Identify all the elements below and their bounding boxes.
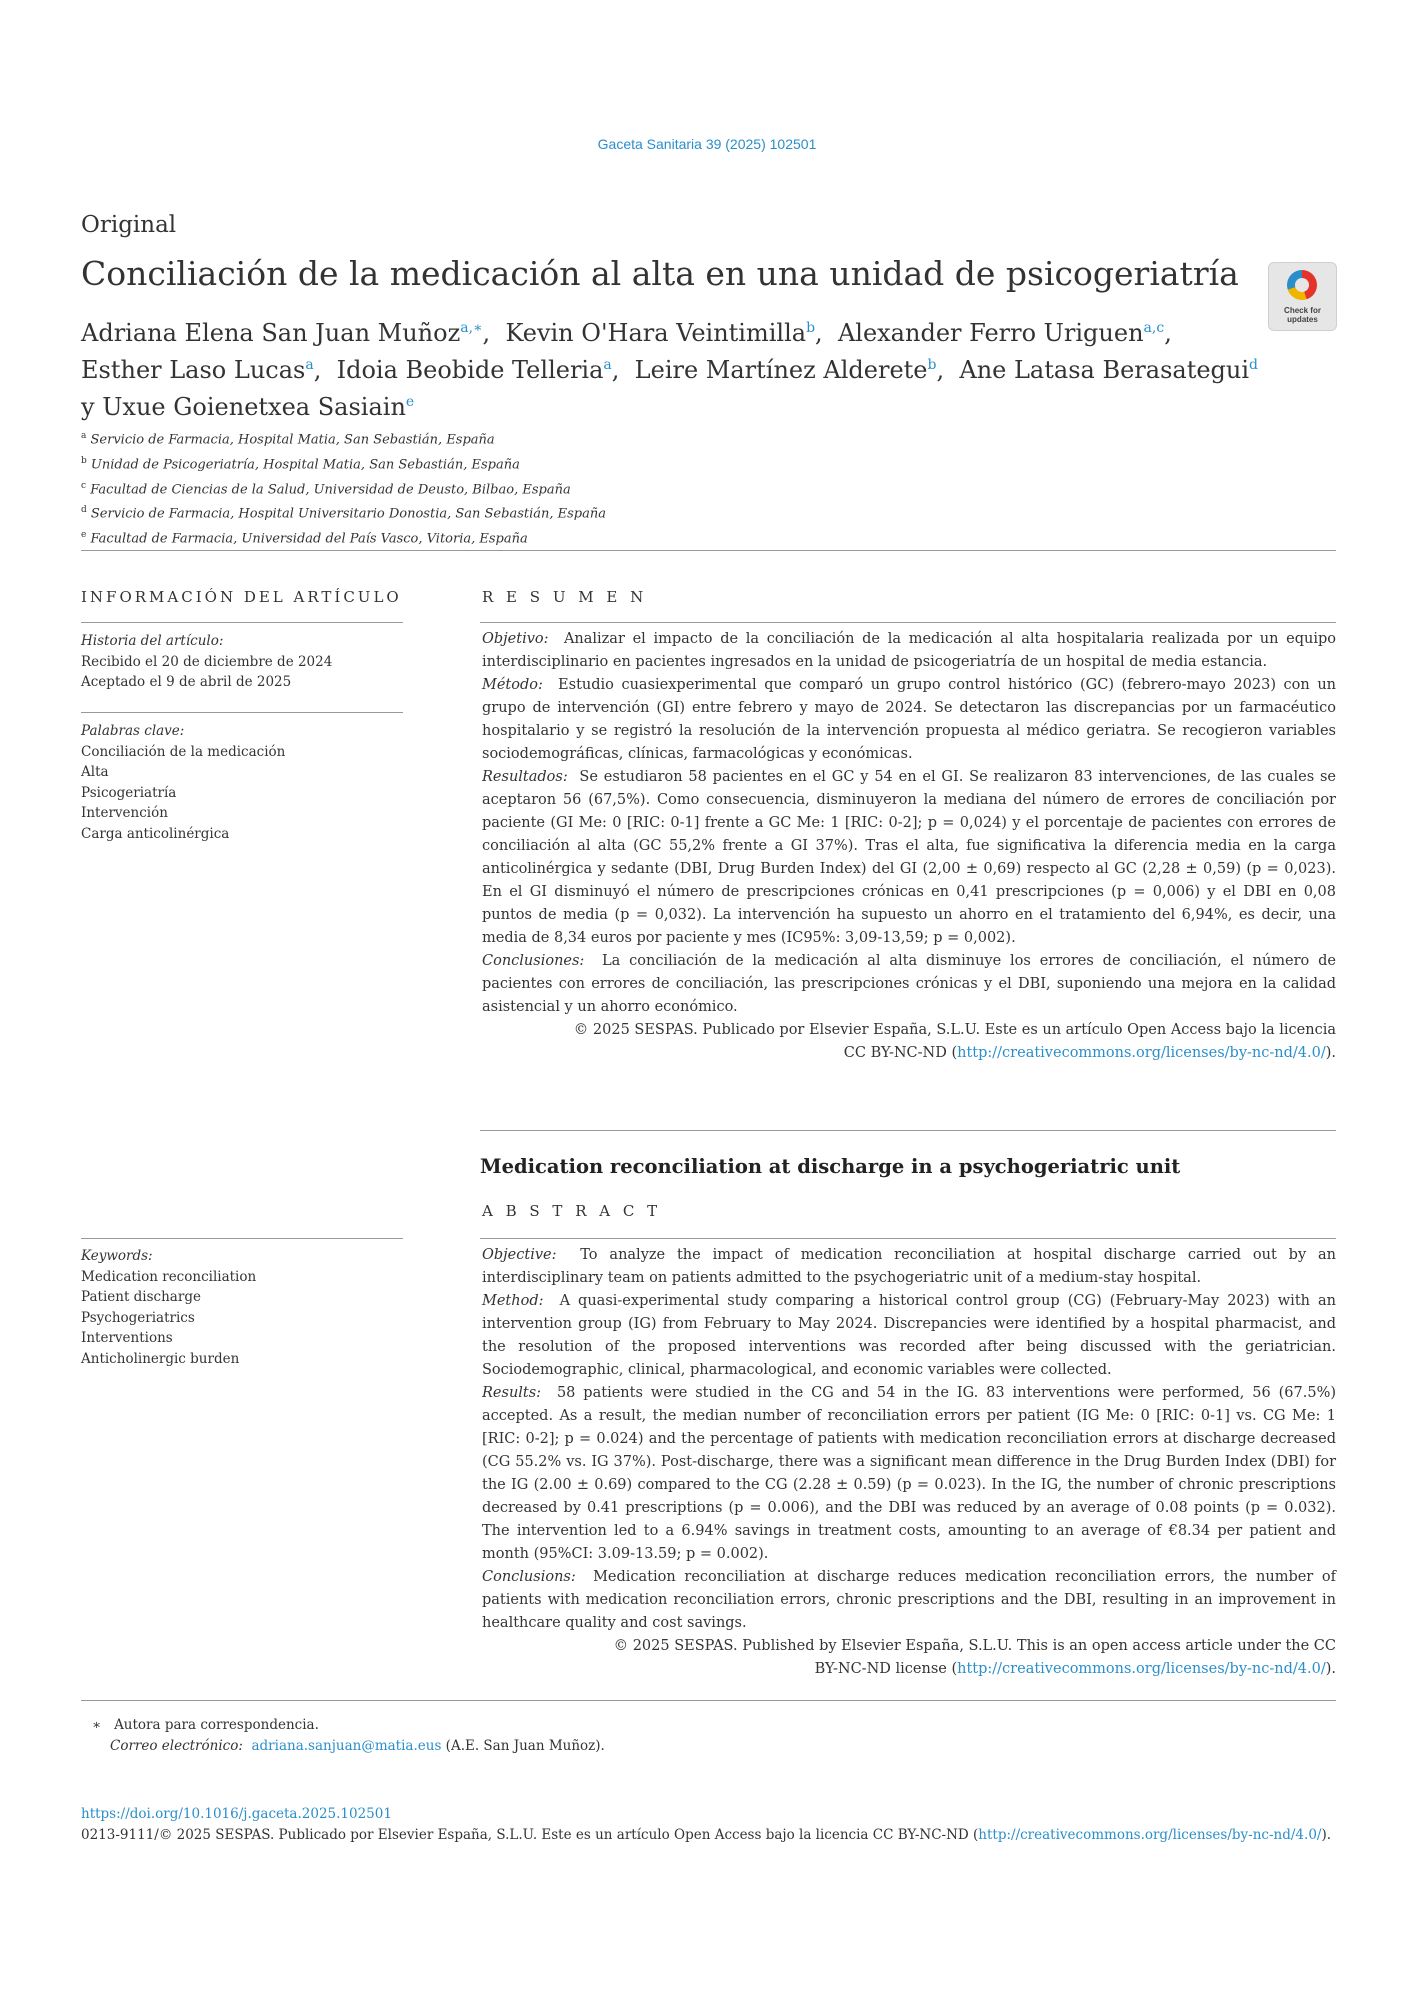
email-link[interactable]: adriana.sanjuan@matia.eus [251,1738,442,1754]
resumen-copyright: © 2025 SESPAS. Publicado por Elsevier España, S.L.U. Este es un artículo Open Access bajo la licencia CC BY-NC-ND (http://creativecommons.org/licenses/by-nc-nd/4.0/). [573,1022,1336,1061]
author-list [81,312,1281,423]
resumen-body [482,628,1336,1065]
keyword: Intervención [81,805,168,821]
author-affiliation-link[interactable]: e [405,394,415,410]
author-affiliation-link[interactable]: a,c [1143,320,1165,336]
article-title: Conciliación de la medicación al alta en una unidad de psicogeriatría [81,254,1239,293]
keyword: Carga anticolinérgica [81,825,230,842]
author: Leire Martínez Alderete$^b$, [634,356,945,384]
abstract-copyright: © 2025 SESPAS. Published by Elsevier España, S.L.U. This is an open access article under the CC BY-NC-ND license (http://creativecommons.org/licenses/by-nc-nd/4.0/). [613,1638,1336,1677]
crossmark-icon [1287,270,1317,300]
abstract-heading: A B S T R A C T [482,1202,662,1220]
author-affiliation-link[interactable]: d [1249,357,1259,373]
journal-citation[interactable]: Gaceta Sanitaria 39 (2025) 102501 [597,136,817,152]
received-date: Recibido el 20 de diciembre de 2024 [81,653,333,670]
resumen-metodo: Método: Estudio cuasiexperimental que comparó un grupo control histórico (GC) (febrero-mayo 2023) con un grupo de intervención (GI) entre febrero y mayo de 2024. Se detectaron las discrepancias por un farmacéutico hospitalario y se registró la resolución de la intervención propuesta al médico geriatra. Se recogieron variables sociodemográficas, clínicas, farmacológicas y económicas. [482,677,1336,762]
affiliation: $^b$ Unidad de Psicogeriatría, Hospital Matia, San Sebastián, España [81,455,520,473]
keyword: Anticholinergic burden [81,1350,240,1367]
author-affiliation-link[interactable]: a,∗ [460,320,483,336]
keyword: Psicogeriatría [81,784,177,801]
author-affiliation-link[interactable]: b [927,357,937,373]
keyword: Interventions [81,1330,173,1346]
abstract-method: Method: A quasi-experimental study comparing a historical control group (CG) (February-May 2023) with an intervention group (IG) from February to May 2024. Discrepancies were identified by a hospital pharmacist, and the resolution of the proposed interventions was recorded after being discussed with the geriatrician. Sociodemographic, clinical, pharmacological, and economic variables were collected. [482,1293,1336,1378]
resumen-objetivo: Objetivo: Analizar el impacto de la conciliación de la medicación al alta hospitalaria realizada por un equipo interdisciplinario en pacientes ingresados en la unidad de psicogeriatría de un hospital de media estancia. [482,631,1336,670]
license-link[interactable]: http://creativecommons.org/licenses/by-nc-nd/4.0/ [957,1661,1326,1677]
keywords-es [81,721,401,844]
license-link[interactable]: http://creativecommons.org/licenses/by-nc-nd/4.0/ [957,1045,1326,1061]
divider [81,1238,403,1239]
affiliation: $^a$ Servicio de Farmacia, Hospital Matia, San Sebastián, España [81,431,495,448]
author: Kevin O'Hara Veintimilla$^b$, [505,319,823,347]
keyword: Conciliación de la medicación [81,743,286,760]
author: Alexander Ferro Uriguen$^{a,c}$, [837,319,1172,347]
keyword: Patient discharge [81,1289,201,1305]
resumen-conclusiones: Conclusiones: La conciliación de la medicación al alta disminuye los errores de conciliación, el número de pacientes con errores de conciliación, las prescripciones crónicas y el DBI, suponiendo una mejora en la calidad asistencial y un ahorro económico. [482,953,1336,1015]
resumen-resultados: Resultados: Se estudiaron 58 pacientes en el GC y 54 en el GI. Se realizaron 83 intervenciones, de las cuales se aceptaron 56 (67,5%). Como consecuencia, disminuyeron la mediana del número de errores de conciliación por paciente (GI Me: 0 [RIC: 0-1] frente a GC Me: 1 [RIC: 0-2]; p = 0,024) y el porcentaje de pacientes con errores de conciliación al alta (GC 55,2% frente a GI 37%). Tras el alta, fue significativa la diferencia media en la carga anticolinérgica y sedante (DBI, Drug Burden Index) del GI (2,00 ± 0,69) respecto al GC (2,28 ± 0,59) (p = 0,023). En el GI disminuyó el número de prescripciones crónicas en 0,41 prescripciones (p = 0,006) y el DBI en 0,08 puntos de media (p = 0,032). La intervención ha supuesto un ahorro en el tratamiento del 6,94%, es decir, una media de 8,34 euros por paciente y mes (IC95%: 3,09-13,59; p = 0,002). [482,769,1337,946]
abstract-conclusions: Conclusions: Medication reconciliation at discharge reduces medication reconciliation errors, the number of patients with medication reconciliation errors, chronic prescriptions and the DBI, resulting in an improvement in healthcare quality and cost savings. [482,1569,1337,1631]
divider [480,1130,1336,1131]
affiliation: $^d$ Servicio de Farmacia, Hospital Universitario Donostia, San Sebastián, España [81,505,606,522]
keyword: Psychogeriatrics [81,1309,195,1326]
author-affiliation-link[interactable]: a [305,357,314,373]
author-affiliation-link[interactable]: b [806,320,816,336]
article-info-heading: INFORMACIÓN DEL ARTÍCULO [81,588,402,606]
english-title: Medication reconciliation at discharge in a psychogeriatric unit [480,1155,1181,1178]
crossmark-label: Check for updates [1284,306,1321,324]
keyword: Medication reconciliation [81,1268,257,1285]
affiliation-list [81,426,981,550]
correspondence-footnote: ∗ Autora para correspondencia. Correo electrónico: adriana.sanjuan@matia.eus (A.E. San Juan Muñoz). [92,1717,605,1754]
affiliation: $^c$ Facultad de Ciencias de la Salud, Universidad de Deusto, Bilbao, España [81,480,571,497]
abstract-results: Results: 58 patients were studied in the CG and 54 in the IG. 83 interventions were performed, 56 (67.5%) accepted. As a result, the median number of reconciliation errors per patient (IG Me: 0 [RIC: 0-1] vs. CG Me: 1 [RIC: 0-2]; p = 0.024) and the percentage of patients with medication reconciliation errors at discharge decreased (CG 55.2% vs. IG 37%). Post-discharge, there was a significant mean difference in the Drug Burden Index (DBI) for the IG (2.00 ± 0.69) compared to the CG (2.28 ± 0.59) (p = 0.023). In the IG, the number of chronic prescriptions decreased by 0.41 prescriptions (p = 0.006), and the DBI was reduced by an average of 0.08 points (p = 0.032). The intervention led to a 6.94% savings in treatment costs, amounting to an average of €8.34 per patient and month (95%CI: 3.09-13.59; p = 0.002). [482,1385,1337,1562]
abstract-objective: Objective: To analyze the impact of medication reconciliation at hospital discharge carried out by an interdisciplinary team on patients admitted to the psychogeriatric unit of a medium-stay hospital. [482,1247,1337,1286]
resumen-heading: R E S U M E N [482,588,648,606]
header-divider [81,550,1336,551]
author: Ane Latasa Berasategui$^d$ [959,356,1259,384]
divider [81,622,403,623]
keywords-label: Palabras clave: [81,723,185,739]
article-history [81,631,401,693]
author: Esther Laso Lucas$^a$, [81,356,322,384]
history-label: Historia del artículo: [81,633,224,649]
license-link[interactable]: http://creativecommons.org/licenses/by-nc-nd/4.0/ [978,1826,1322,1843]
author-affiliation-link[interactable]: a [603,357,612,373]
article-section-type: Original [81,212,177,238]
publication-footer: https://doi.org/10.1016/j.gaceta.2025.102501 0213-9111/© 2025 SESPAS. Publicado por Elsevier España, S.L.U. Este es un artículo Open Access bajo la licencia CC BY-NC-ND (http://creativecommons.org/licenses/by-nc-nd/4.0/). [81,1806,1332,1843]
keywords-label: Keywords: [81,1248,153,1264]
abstract-body [482,1244,1336,1681]
footnote-divider [81,1700,1336,1701]
author: y Uxue Goienetxea Sasiain$^e$ [81,393,415,421]
doi-link[interactable]: https://doi.org/10.1016/j.gaceta.2025.102501 [81,1806,392,1822]
divider [480,1238,1336,1239]
keywords-en [81,1246,401,1369]
accepted-date: Aceptado el 9 de abril de 2025 [81,674,292,690]
author: Idoia Beobide Telleria$^a$, [336,356,620,384]
keyword: Alta [81,764,109,780]
divider [81,712,403,713]
affiliation: $^e$ Facultad de Farmacia, Universidad del País Vasco, Vitoria, España [81,530,528,547]
author: Adriana Elena San Juan Muñoz$^{a,∗}$, [81,319,491,347]
divider [480,622,1336,623]
